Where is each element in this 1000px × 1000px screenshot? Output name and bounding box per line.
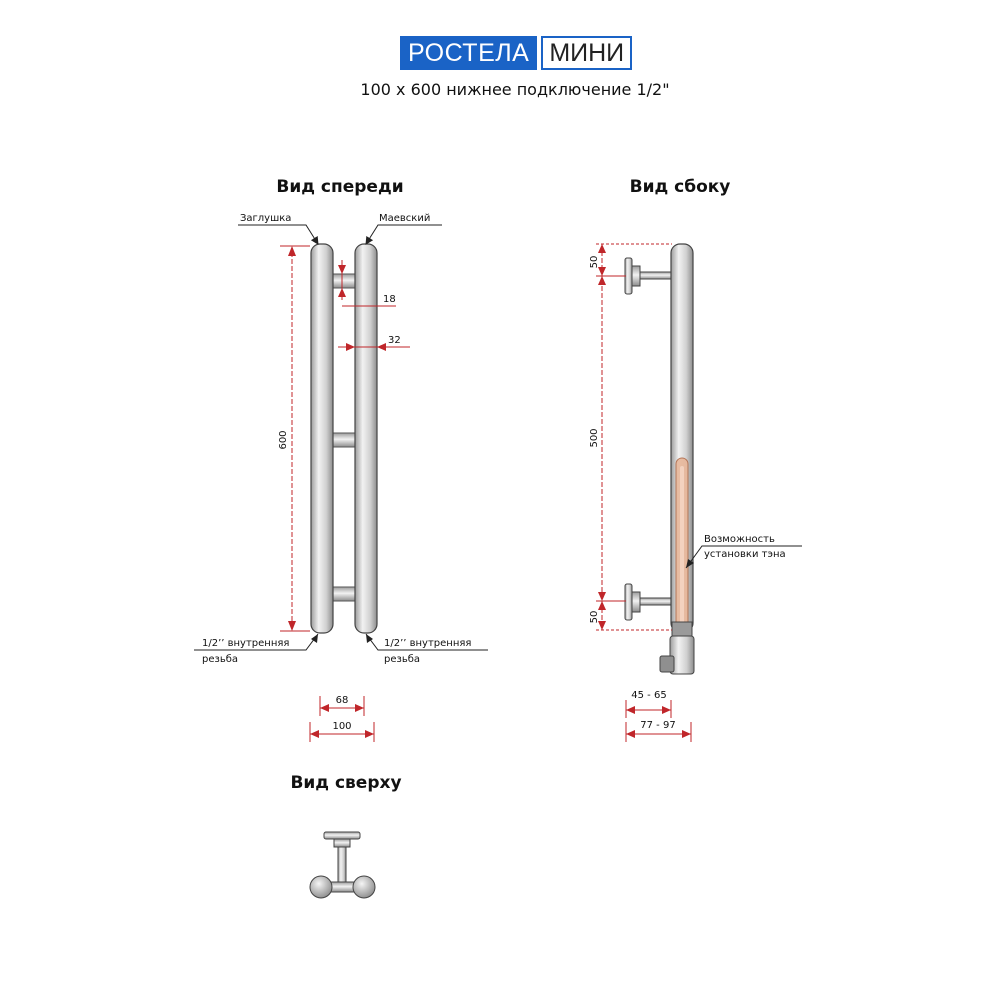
top-bracket-nut bbox=[334, 839, 350, 847]
top-view bbox=[290, 773, 401, 898]
dim-600-arrow-bottom bbox=[288, 621, 296, 631]
dim-100-arrow-right bbox=[365, 730, 374, 738]
thread-right-label-1: 1/2’’ внутренняя bbox=[384, 638, 472, 649]
thread-left-label-2: резьба bbox=[202, 654, 239, 665]
heater-label-1: Возможность bbox=[704, 534, 775, 545]
dim-100-label: 100 bbox=[332, 721, 352, 732]
left-pipe bbox=[311, 244, 333, 633]
valve-leader bbox=[366, 225, 442, 244]
plug-leader bbox=[238, 225, 318, 244]
side-dim-middle-label: 500 bbox=[589, 428, 600, 448]
side-dim-arrow-1 bbox=[598, 244, 606, 253]
dim-18-label: 18 bbox=[383, 294, 396, 305]
thread-right-label-2: резьба bbox=[384, 654, 421, 665]
right-pipe bbox=[355, 244, 377, 633]
dim-68-arrow-right bbox=[355, 704, 364, 712]
side-dim-arrow-3 bbox=[598, 276, 606, 285]
brand-name: РОСТЕЛА bbox=[400, 36, 537, 70]
thread-left-label-1: 1/2’’ внутренняя bbox=[202, 638, 290, 649]
side-view bbox=[589, 177, 802, 742]
valve-label: Маевский bbox=[379, 213, 431, 224]
bracket-top-rod bbox=[640, 272, 673, 279]
dim-18-arrow-bottom bbox=[338, 288, 346, 297]
dim-4565-arrow-left bbox=[626, 706, 635, 714]
side-dim-arrow-4 bbox=[598, 592, 606, 601]
heater-nut bbox=[672, 622, 692, 636]
side-dim-top-label: 50 bbox=[589, 255, 600, 269]
dim-7797-arrow-left bbox=[626, 730, 635, 738]
crossbar-bottom bbox=[332, 587, 356, 601]
heater-label-2: установки тэна bbox=[704, 549, 786, 560]
side-dim-arrow-5 bbox=[598, 601, 606, 610]
bracket-bottom-nut bbox=[632, 592, 640, 612]
bracket-bottom-rod bbox=[640, 598, 673, 605]
dim-18-arrow-top bbox=[338, 265, 346, 274]
bracket-top-plate bbox=[625, 258, 632, 294]
dim-32-label: 32 bbox=[388, 335, 401, 346]
side-view-title: Вид сбоку bbox=[629, 177, 731, 197]
top-left-pipe bbox=[310, 876, 332, 898]
product-subtitle: 100 х 600 нижнее подключение 1/2" bbox=[360, 80, 670, 99]
heater-connector bbox=[660, 656, 674, 672]
side-dim-bottom-label: 50 bbox=[589, 610, 600, 624]
plug-label: Заглушка bbox=[240, 213, 292, 224]
top-right-pipe bbox=[353, 876, 375, 898]
dim-68-arrow-left bbox=[320, 704, 329, 712]
dim-4565-arrow-right bbox=[662, 706, 671, 714]
crossbar-top bbox=[332, 274, 356, 288]
front-view bbox=[194, 177, 488, 742]
front-view-title: Вид спереди bbox=[276, 177, 404, 197]
crossbar-middle bbox=[332, 433, 356, 447]
top-view-title: Вид сверху bbox=[290, 773, 402, 793]
dim-600-label: 600 bbox=[278, 430, 289, 450]
bracket-bottom-plate bbox=[625, 584, 632, 620]
top-bracket-plate bbox=[324, 832, 360, 839]
dim-32-arrow-left bbox=[346, 343, 355, 351]
dim-600-arrow-top bbox=[288, 246, 296, 256]
dim-100-arrow-left bbox=[310, 730, 319, 738]
bracket-top-nut bbox=[632, 266, 640, 286]
dim-32-arrow-right bbox=[377, 343, 386, 351]
top-bracket-rod bbox=[338, 847, 346, 887]
dim-7797-label: 77 - 97 bbox=[640, 720, 676, 731]
heater-element-highlight bbox=[680, 466, 684, 626]
dim-68-label: 68 bbox=[335, 695, 349, 706]
model-name: МИНИ bbox=[541, 36, 632, 70]
dim-7797-arrow-right bbox=[682, 730, 691, 738]
dim-4565-label: 45 - 65 bbox=[631, 690, 667, 701]
